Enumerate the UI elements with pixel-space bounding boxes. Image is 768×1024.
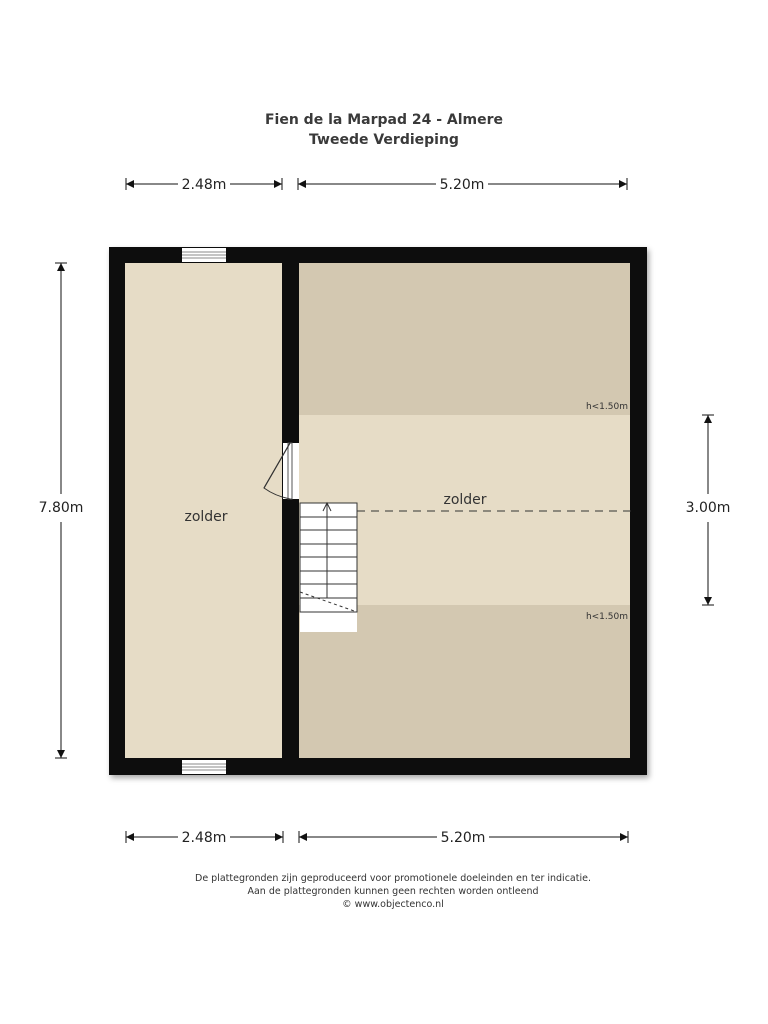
dimension-label: 5.20m: [440, 830, 486, 846]
dimension-label: 2.48m: [181, 177, 227, 193]
disclaimer-line-2: Aan de plattegronden kunnen geen rechten worden ontleend: [247, 886, 539, 897]
height-note-top: h<1.50m: [585, 402, 628, 412]
disclaimer-line-1: De plattegronden zijn geproduceerd voor promotionele doeleinden en ter indicatie.: [195, 873, 591, 884]
dimension-bottom-right: [299, 830, 628, 846]
room-label-right: zolder: [443, 492, 487, 508]
dimension-bottom-left: [126, 830, 283, 846]
floor-name: Tweede Verdieping: [309, 132, 459, 148]
window-bottom: [182, 760, 226, 774]
dimension-left-height: [39, 263, 84, 758]
copyright-link: © www.objectenco.nl: [342, 899, 444, 910]
dimension-right-height: [686, 415, 731, 605]
plan-title: Fien de la Marpad 24 - Almere: [264, 112, 503, 128]
dimension-label: 2.48m: [181, 830, 227, 846]
dimension-top-right: [298, 177, 627, 193]
sloped-area-top: [299, 263, 630, 415]
room-label-left: zolder: [184, 509, 228, 525]
dimension-label: 3.00m: [685, 500, 731, 516]
height-note-bottom: h<1.50m: [585, 612, 628, 622]
dimension-label: 5.20m: [439, 177, 485, 193]
staircase: [300, 503, 357, 632]
dimension-top-left: [126, 177, 282, 193]
window-top: [182, 248, 226, 262]
dimension-label: 7.80m: [38, 500, 84, 516]
